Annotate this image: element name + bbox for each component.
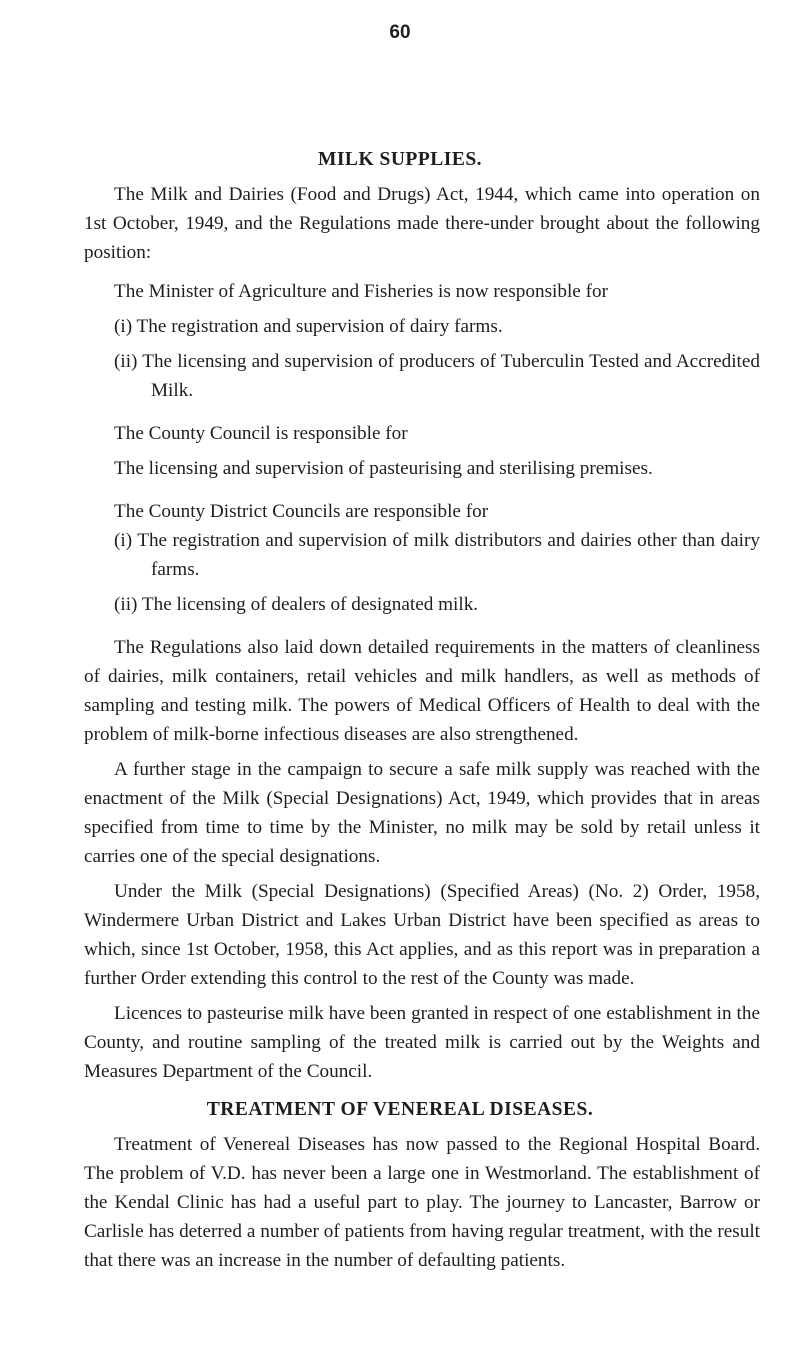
minister-responsibility-line: The Minister of Agriculture and Fisheries is now responsible for	[114, 281, 608, 302]
regulations-paragraph: The Regulations also laid down detailed requirements in the matters of cleanliness of dairies, milk containers, retail vehicles and milk handlers, as well as methods of sampling and testing milk. The powers of Medical Officers of Health to deal with the problem of milk-borne infectious diseases are also strengthened.	[84, 637, 760, 745]
further-stage-paragraph: A further stage in the campaign to secure a safe milk supply was reached with the enactment of the Milk (Special Designations) Act, 1949, which provides that in areas specified from time to time by the Minister, no milk may be sold by retail unless it carries one of the special designations.	[84, 759, 760, 867]
minister-item-1: (i) The registration and supervision of dairy farms.	[114, 316, 503, 337]
venereal-diseases-section	[84, 1130, 760, 1275]
district-item-2: (ii) The licensing of dealers of designated milk.	[114, 594, 479, 615]
licences-paragraph: Licences to pasteurise milk have been granted in respect of one establishment in the County, and routine sampling of the treated milk is carried out by the Weights and Measures Department of the Council.	[84, 1003, 760, 1082]
minister-item-2: (ii) The licensing and supervision of producers of Tuberculin Tested and Accredited Milk.	[114, 351, 760, 401]
specified-areas-paragraph: Under the Milk (Special Designations) (Specified Areas) (No. 2) Order, 1958, Windermere Urban District and Lakes Urban District have been specified as areas to which, since 1st October, 1958, this Act applies, and as this report was in preparation a further Order extending this control to the rest of the County was made.	[84, 881, 760, 989]
county-council-line: The County Council is responsible for	[114, 423, 408, 444]
venereal-diseases-paragraph: Treatment of Venereal Diseases has now passed to the Regional Hospital Board. The problem of V.D. has never been a large one in Westmorland. The establishment of the Kendal Clinic has had a useful part to play. The journey to Lancaster, Barrow or Carlisle has deterred a number of patients from having regular treatment, with the result that there was an increase in the number of defaulting patients.	[84, 1134, 760, 1271]
district-councils-line: The County District Councils are responsible for	[114, 501, 489, 522]
county-council-item: The licensing and supervision of pasteurising and sterilising premises.	[114, 458, 653, 479]
page-number: 60	[389, 22, 411, 43]
venereal-diseases-heading: TREATMENT OF VENEREAL DISEASES.	[206, 1099, 594, 1120]
milk-supplies-heading: MILK SUPPLIES.	[317, 149, 483, 170]
district-item-1: (i) The registration and supervision of milk distributors and dairies other than dairy farms.	[114, 530, 760, 580]
milk-intro-paragraph: The Milk and Dairies (Food and Drugs) Act, 1944, which came into operation on 1st October, 1949, and the Regulations made there-under brought about the following position:	[84, 184, 760, 263]
milk-supplies-section	[84, 180, 760, 1086]
